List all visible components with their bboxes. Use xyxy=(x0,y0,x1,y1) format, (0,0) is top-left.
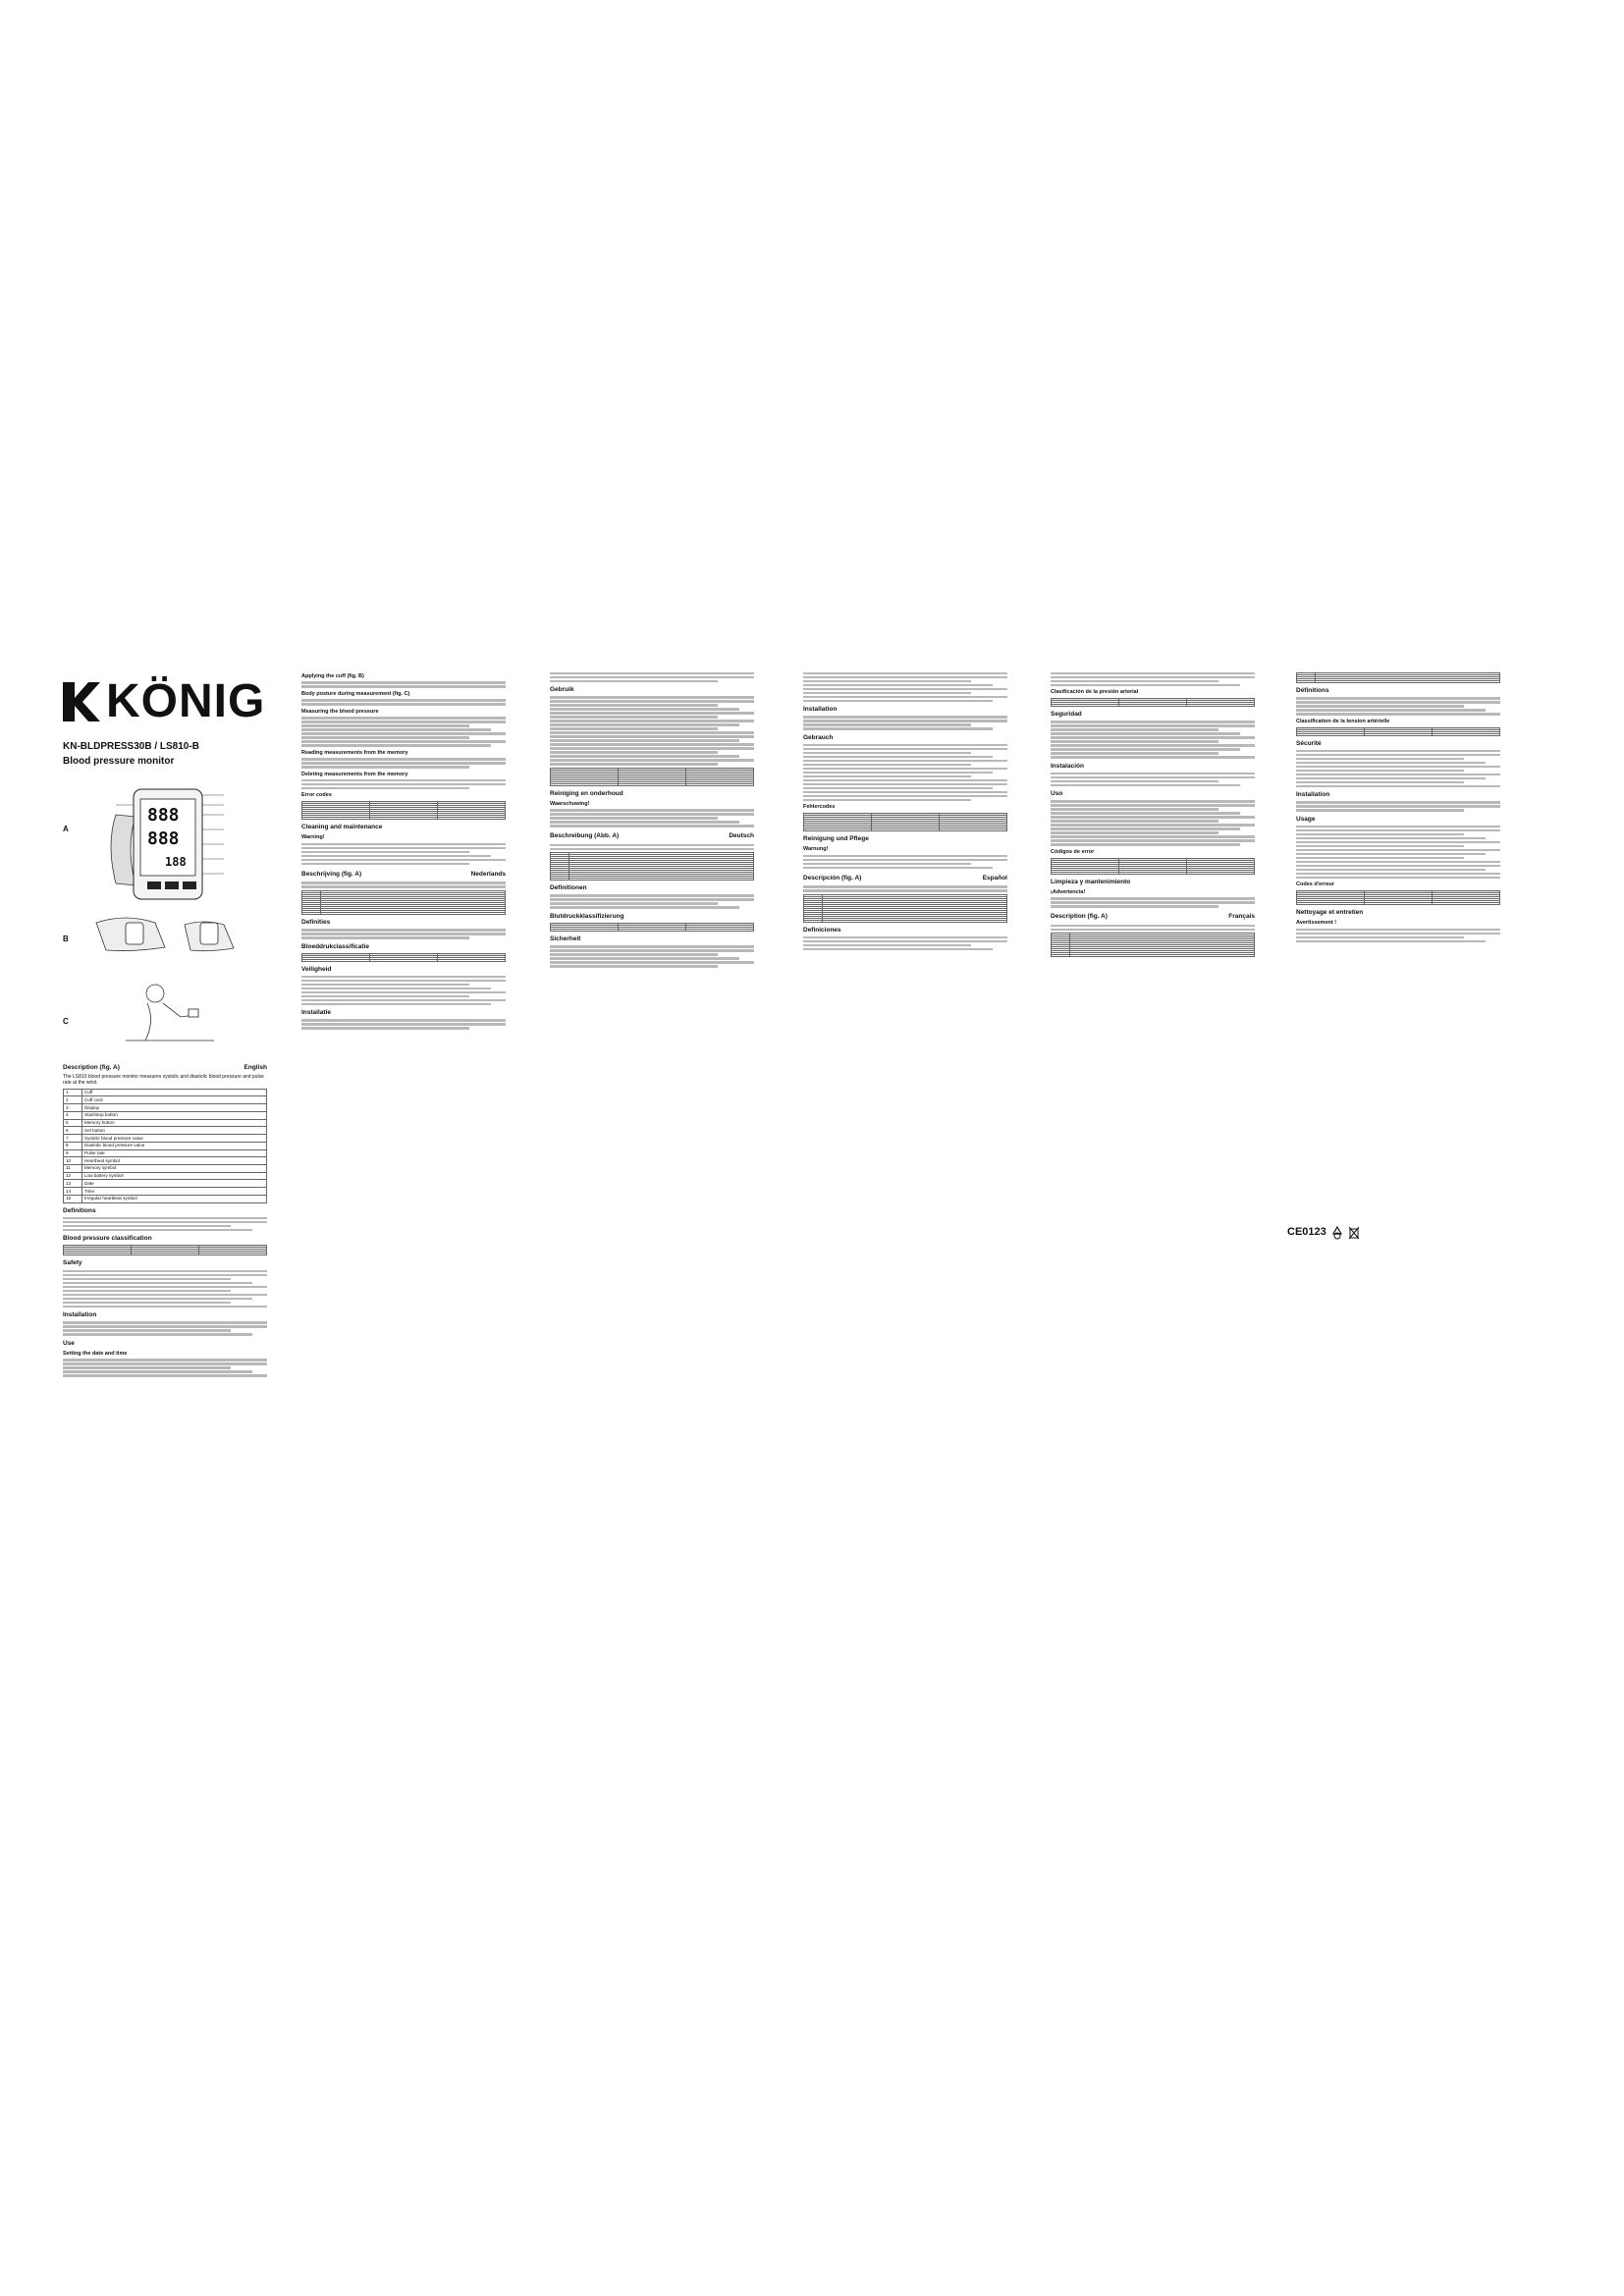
device-illustration xyxy=(86,775,267,1060)
es-definitions-heading: Definiciones xyxy=(803,926,841,934)
fr-classification-heading: Classification de la tension artérielle xyxy=(1296,718,1390,724)
en-parts-row xyxy=(64,1195,267,1202)
product-figure xyxy=(63,775,267,1060)
part-number: 15 xyxy=(64,1195,82,1202)
part-name: Cuff xyxy=(82,1089,267,1096)
part-number: 12 xyxy=(64,1172,82,1180)
fr-definitions-heading: Définitions xyxy=(1296,687,1329,694)
part-number: 9 xyxy=(64,1149,82,1157)
en-installation-heading: Installation xyxy=(63,1311,97,1319)
svg-text:888: 888 xyxy=(147,805,180,826)
de-classification-table xyxy=(550,923,754,932)
part-name: Memory button xyxy=(82,1119,267,1127)
es-installation-heading: Instalación xyxy=(1051,762,1084,770)
es-classification-heading: Clasificación de la presión arterial xyxy=(1051,689,1139,695)
part-number: 10 xyxy=(64,1157,82,1165)
model-number: KN-BLDPRESS30B / LS810-B xyxy=(63,741,199,752)
en-parts-table xyxy=(63,1089,267,1203)
brand-name: KÖNIG xyxy=(106,675,266,727)
part-number: 5 xyxy=(64,1119,82,1127)
column-5 xyxy=(1051,670,1255,960)
product-title: Blood pressure monitor xyxy=(63,755,175,767)
de-error-heading: Fehlercodes xyxy=(803,804,836,811)
en-deleting-heading: Deleting measurements from the memory xyxy=(301,771,408,777)
en-parts-row xyxy=(64,1142,267,1149)
en-error-heading: Error codes xyxy=(301,792,332,799)
fr-warning: Avertissement ! xyxy=(1296,920,1337,927)
nl-safety-heading: Veiligheid xyxy=(301,965,332,973)
en-error-table xyxy=(301,801,506,820)
es-description-heading: Descripción (fig. A) xyxy=(803,874,862,881)
nl-error-table xyxy=(550,768,754,786)
en-definitions-heading: Definitions xyxy=(63,1206,96,1214)
en-definitions-text xyxy=(63,1217,267,1232)
es-lang: Español xyxy=(982,874,1007,881)
part-name: Systolic blood pressure value xyxy=(82,1135,267,1143)
fr-use-heading: Usage xyxy=(1296,815,1316,823)
part-name: Pulse rate xyxy=(82,1149,267,1157)
nl-installation-heading: Installatie xyxy=(301,1009,331,1017)
part-number: 7 xyxy=(64,1135,82,1143)
part-number: 8 xyxy=(64,1142,82,1149)
es-classification-table xyxy=(1051,698,1255,707)
es-error-table xyxy=(1051,858,1255,875)
en-parts-row xyxy=(64,1119,267,1127)
fr-description-heading: Description (fig. A) xyxy=(1051,913,1108,921)
de-classification-heading: Blutdruckklassifizierung xyxy=(550,912,624,920)
en-setting-text xyxy=(63,1359,267,1377)
fr-error-heading: Codes d'erreur xyxy=(1296,881,1334,888)
de-description-heading: Beschreibung (Abb. A) xyxy=(550,832,620,840)
es-warning: ¡Advertencia! xyxy=(1051,888,1086,895)
en-parts-row xyxy=(64,1180,267,1188)
de-warning: Warnung! xyxy=(803,846,829,853)
en-applying-heading: Applying the cuff (fig. B) xyxy=(301,673,364,679)
en-parts-row xyxy=(64,1096,267,1104)
de-use-heading: Gebrauch xyxy=(803,733,834,741)
en-parts-row xyxy=(64,1164,267,1172)
nl-classification-table xyxy=(301,953,506,962)
nl-lang: Nederlands xyxy=(470,870,506,878)
manual-sheet xyxy=(63,670,1543,1358)
fr-installation-heading: Installation xyxy=(1296,791,1330,799)
de-installation-heading: Installation xyxy=(803,706,838,713)
de-error-table xyxy=(803,813,1007,831)
part-number: 13 xyxy=(64,1180,82,1188)
part-number: 3 xyxy=(64,1104,82,1112)
nl-description-heading: Beschrijving (fig. A) xyxy=(301,870,362,878)
column-3 xyxy=(550,670,754,969)
part-number: 14 xyxy=(64,1188,82,1196)
part-number: 6 xyxy=(64,1127,82,1135)
en-parts-row xyxy=(64,1104,267,1112)
column-2 xyxy=(301,670,506,1031)
en-lang: English xyxy=(244,1064,267,1071)
ce-mark: CE0123 xyxy=(1287,1226,1326,1239)
en-classification-table xyxy=(63,1245,267,1255)
en-description-heading: Description (fig. A) xyxy=(63,1064,120,1071)
brand xyxy=(63,675,267,727)
es-safety-heading: Seguridad xyxy=(1051,710,1082,718)
en-body-heading: Body posture during measurement (fig. C) xyxy=(301,690,410,697)
konig-logo-icon xyxy=(63,682,100,721)
de-cleaning-heading: Reinigung und Pflege xyxy=(803,835,869,843)
en-parts-row xyxy=(64,1172,267,1180)
en-warning: Warning! xyxy=(301,834,325,841)
nl-definitions-heading: Definities xyxy=(301,918,331,926)
en-setting-heading: Setting the date and time xyxy=(63,1350,128,1357)
en-parts-row xyxy=(64,1089,267,1096)
part-name: Low battery symbol xyxy=(82,1172,267,1180)
fr-cleaning-heading: Nettoyage et entretien xyxy=(1296,909,1364,917)
en-safety-heading: Safety xyxy=(63,1259,82,1267)
es-error-heading: Códigos de error xyxy=(1051,848,1095,855)
part-name: Irregular heartbeat symbol xyxy=(82,1195,267,1202)
part-name: Time xyxy=(82,1188,267,1196)
es-use-heading: Uso xyxy=(1051,790,1063,798)
part-name: Memory symbol xyxy=(82,1164,267,1172)
es-parts-table xyxy=(803,894,1007,923)
en-description-text: The LS810 blood pressure monitor measures systolic and diastolic blood pressure and pulse rate at the wrist. xyxy=(63,1074,264,1087)
en-classification-heading: Blood pressure classification xyxy=(63,1235,152,1243)
part-name: Date xyxy=(82,1180,267,1188)
de-parts-table xyxy=(550,852,754,881)
nl-parts-table xyxy=(301,890,506,915)
nl-warning: Waarschuwing! xyxy=(550,800,590,807)
fr-parts-table xyxy=(1051,933,1255,957)
part-number: 1 xyxy=(64,1089,82,1096)
fr-parts-table-cont xyxy=(1296,672,1500,683)
fr-lang: Français xyxy=(1228,913,1255,921)
part-number: 11 xyxy=(64,1164,82,1172)
en-reading-heading: Reading measurements from the memory xyxy=(301,749,408,756)
recycle-icon xyxy=(1330,1226,1344,1240)
en-parts-row xyxy=(64,1149,267,1157)
de-definitions-heading: Definitionen xyxy=(550,884,587,892)
nl-use-heading: Gebruik xyxy=(550,686,574,693)
en-parts-row xyxy=(64,1111,267,1119)
part-name: Heartbeat symbol xyxy=(82,1157,267,1165)
en-cleaning-heading: Cleaning and maintenance xyxy=(301,824,383,831)
fr-safety-heading: Sécurité xyxy=(1296,739,1322,747)
es-cleaning-heading: Limpieza y mantenimiento xyxy=(1051,878,1131,885)
part-name: Cuff cord xyxy=(82,1096,267,1104)
nl-classification-heading: Bloeddrukclassificatie xyxy=(301,942,369,950)
en-safety-text xyxy=(63,1270,267,1308)
certification-marks xyxy=(1287,1226,1360,1240)
svg-text:888: 888 xyxy=(147,828,180,849)
part-name: Set button xyxy=(82,1127,267,1135)
part-number: 4 xyxy=(64,1111,82,1119)
fr-classification-table xyxy=(1296,727,1500,736)
weee-bin-icon xyxy=(1348,1226,1360,1240)
en-installation-text xyxy=(63,1321,267,1336)
en-parts-row xyxy=(64,1135,267,1143)
svg-text:188: 188 xyxy=(165,855,187,869)
figure-label-c: C xyxy=(63,1017,69,1026)
de-safety-heading: Sicherheit xyxy=(550,935,581,942)
column-4 xyxy=(803,670,1007,952)
en-parts-row xyxy=(64,1157,267,1165)
column-1 xyxy=(63,670,267,1378)
part-name: Display xyxy=(82,1104,267,1112)
de-lang: Deutsch xyxy=(729,832,754,840)
fr-error-table xyxy=(1296,890,1500,905)
nl-cleaning-heading: Reiniging en onderhoud xyxy=(550,789,623,797)
figure-label-a: A xyxy=(63,825,69,833)
en-parts-row xyxy=(64,1127,267,1135)
figure-label-b: B xyxy=(63,934,69,943)
en-measuring-heading: Measuring the blood pressure xyxy=(301,708,379,715)
part-name: Start/stop button xyxy=(82,1111,267,1119)
column-6 xyxy=(1296,670,1500,944)
part-name: Diastolic blood pressure value xyxy=(82,1142,267,1149)
en-use-heading: Use xyxy=(63,1339,75,1347)
part-number: 2 xyxy=(64,1096,82,1104)
en-parts-row xyxy=(64,1188,267,1196)
